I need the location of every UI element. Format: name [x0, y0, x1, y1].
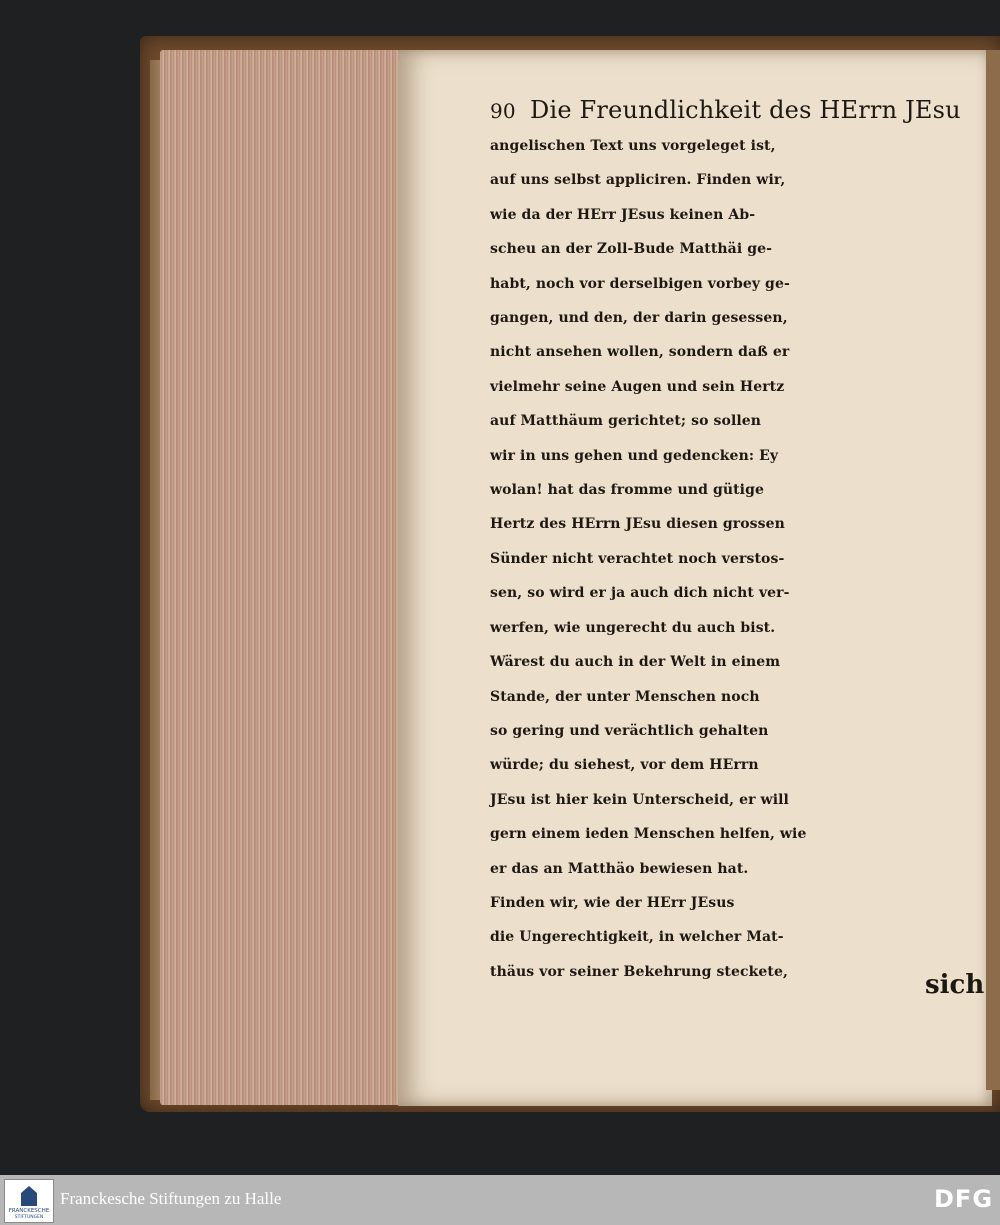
text-line: so gering und verächtlich gehalten [490, 722, 769, 739]
text-line: gern einem ieden Menschen helfen, wie [490, 826, 807, 843]
catchword: sich [925, 970, 985, 1000]
page-text [490, 92, 970, 989]
footer-bar [0, 1175, 1000, 1225]
text-line: scheu an der Zoll-Bude Matthäi ge- [490, 241, 773, 258]
text-line: Sünder nicht verachtet noch verstos- [490, 550, 785, 567]
text-line: vielmehr seine Augen und sein Hertz [490, 378, 785, 395]
building-icon [21, 1186, 37, 1206]
text-line: gangen, und den, der darin gesessen, [490, 310, 788, 327]
text-line: wie da der HErr JEsus keinen Ab- [490, 206, 756, 223]
text-line: die Ungerechtigkeit, in welcher Mat- [490, 929, 784, 946]
logo-text-bottom: STIFTUNGEN [14, 1215, 44, 1220]
text-line: Wärest du auch in der Welt in einem [490, 654, 781, 671]
text-line: auf uns selbst appliciren. Finden wir, [490, 172, 786, 189]
logo-text-top: FRANCKESCHE [8, 1208, 50, 1214]
text-line: thäus vor seiner Bekehrung steckete, [490, 963, 788, 980]
running-header [490, 92, 970, 129]
text-line: wolan! hat das fromme und gütige [490, 482, 764, 499]
text-line: werfen, wie ungerecht du auch bist. [490, 619, 776, 636]
page-outer-edge [986, 50, 1000, 1090]
text-line: habt, noch vor derselbigen vorbey ge- [490, 275, 790, 292]
page-number: 90 [490, 99, 516, 123]
text-line: angelischen Text uns vorgeleget ist, [490, 138, 776, 154]
dfg-logo[interactable]: DFG [934, 1185, 994, 1213]
text-line: Stande, der unter Menschen noch [490, 688, 760, 705]
text-line: nicht ansehen wollen, sondern daß er [490, 344, 790, 361]
text-line: JEsu ist hier kein Unterscheid, er will [490, 791, 789, 808]
text-line: Finden wir, wie der HErr JEsus [490, 894, 735, 911]
institution-logo[interactable] [4, 1179, 54, 1223]
text-line: würde; du siehest, vor dem HErrn [490, 757, 759, 774]
running-head-title: Die Freundlichkeit des HErrn JEsu [530, 96, 961, 124]
text-line: er das an Matthäo bewiesen hat. [490, 860, 749, 877]
text-line: auf Matthäum gerichtet; so sollen [490, 413, 762, 430]
institution-name[interactable]: Franckesche Stiftungen zu Halle [60, 1189, 282, 1208]
text-line: Hertz des HErrn JEsu diesen grossen [490, 516, 785, 533]
text-line: sen, so wird er ja auch dich nicht ver- [490, 585, 790, 602]
text-lines [490, 129, 970, 989]
page-block-edges [160, 50, 400, 1105]
text-line: wir in uns gehen und gedencken: Ey [490, 447, 779, 464]
